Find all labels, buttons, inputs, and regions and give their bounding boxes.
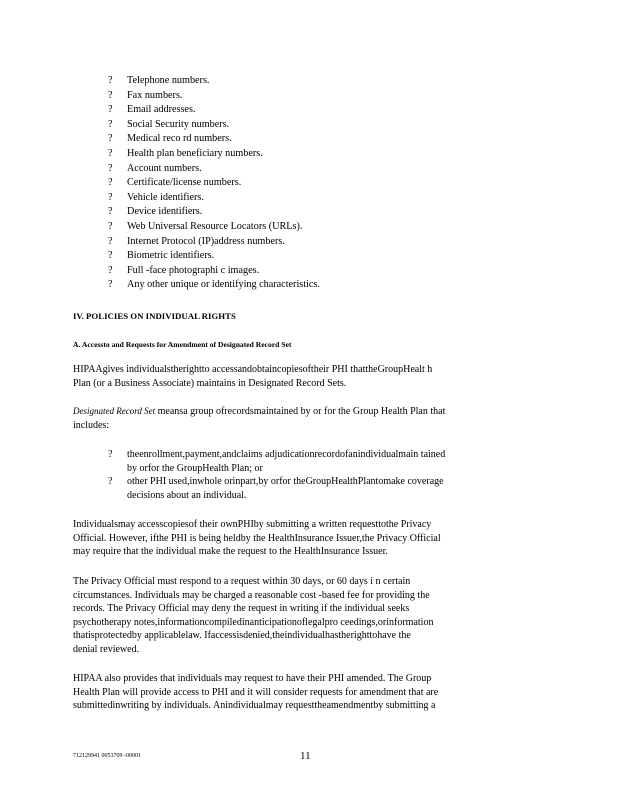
bullet-mark: ? bbox=[108, 206, 113, 218]
paragraph-amendment: HIPAA also provides that individuals may request to have their PHI amended. The Group Health Plan will provide access to PHI and it will consider requests for amendment that are submittedinwriting by individuals. Anindividualmay requesttheamendmentby submitting a bbox=[73, 673, 439, 712]
list-item-text: Biometric identifiers. bbox=[127, 250, 215, 262]
para1-line: Plan (or a Business Associate) maintains in Designated Record Sets. bbox=[73, 377, 347, 389]
defined-term: Designated Record Set bbox=[73, 406, 156, 416]
bullet-mark: ? bbox=[108, 147, 113, 159]
para1-line: HIPAAgives individualstherightto accessandobtaincopiesoftheir PHI thattheGroupHealt h bbox=[73, 364, 433, 375]
list-item bbox=[108, 278, 548, 293]
list-item-text: Telephone numbers. bbox=[127, 75, 210, 86]
list-item bbox=[108, 147, 548, 162]
list-item bbox=[108, 205, 548, 220]
section-heading: IV. POLICIES ON INDIVIDUAL RIGHTS bbox=[73, 311, 236, 321]
identifier-list bbox=[108, 74, 548, 293]
bullet-mark: ? bbox=[108, 89, 113, 101]
document-id: 712129941 0053709 -00001 bbox=[73, 753, 141, 759]
list-item-text: Medical reco rd numbers. bbox=[127, 133, 232, 145]
bullet-mark: ? bbox=[108, 191, 113, 203]
list-item-text: Full -face photographi c images. bbox=[127, 264, 260, 276]
list-item: ? other PHI used,inwhole orinpart,by orfor theGroupHealthPlantomake coverage decisions about an individual. bbox=[108, 476, 444, 501]
record-set-list bbox=[108, 448, 538, 502]
list-item bbox=[108, 249, 548, 264]
list-item bbox=[108, 191, 548, 206]
list-item bbox=[108, 264, 548, 279]
list-item-text: Email addresses. bbox=[127, 104, 196, 116]
bullet-mark: ? bbox=[108, 133, 113, 145]
bullet-mark: ? bbox=[108, 75, 113, 86]
sub-heading: A. Accessto and Requests for Amendment of Designated Record Set bbox=[73, 340, 292, 349]
list-item-text: Health plan beneficiary numbers. bbox=[127, 147, 263, 159]
list-item bbox=[108, 132, 548, 147]
list-item-text: Account numbers. bbox=[127, 162, 202, 174]
para2-line: includes: bbox=[73, 419, 110, 431]
list-item-text: Internet Protocol (IP)address numbers. bbox=[127, 235, 285, 247]
list-item bbox=[108, 235, 548, 250]
bullet-mark: ? bbox=[108, 449, 113, 460]
list-item-text: Device identifiers. bbox=[127, 206, 203, 218]
paragraph-designated-record-set bbox=[73, 405, 544, 432]
para2-line: Designated Record Set meansa group ofrecordsmaintained by or for the Group Health Plan that bbox=[73, 406, 446, 417]
bullet-mark: ? bbox=[108, 220, 113, 232]
bullet-mark: ? bbox=[108, 104, 113, 116]
list-item-text: Social Security numbers. bbox=[127, 118, 230, 130]
bullet-mark: ? bbox=[108, 476, 113, 488]
list-item: ? theenrollment,payment,andclaims adjudicationrecordofanindividualmain tained by orfor the GroupHealth Plan; or bbox=[108, 449, 446, 474]
list-item-text: Certificate/license numbers. bbox=[127, 177, 242, 189]
bullet-mark: ? bbox=[108, 250, 113, 262]
list-item bbox=[108, 220, 548, 235]
list-item-text: Vehicle identifiers. bbox=[127, 191, 204, 203]
list-item bbox=[108, 74, 548, 89]
paragraph-hipaa-access bbox=[73, 363, 544, 390]
list-item bbox=[108, 176, 548, 191]
paragraph-privacy-official-response: The Privacy Official must respond to a request within 30 days, or 60 days i n certain circumstances. Individuals may be charged a reasonable cost -based fee for providing the records. The Privacy Official may deny the request in writing if the individual seeks psychotherapy notes,informationcompiledinanticipationoflegalpro ceedings,orinformation thatisprotectedby applicablelaw. Ifaccessisdenied,theindividualhastherighttohave the denial reviewed. bbox=[73, 576, 434, 655]
list-item-text: Web Universal Resource Locators (URLs). bbox=[127, 220, 303, 232]
list-item bbox=[108, 89, 548, 104]
bullet-mark: ? bbox=[108, 264, 113, 276]
list-item bbox=[108, 162, 548, 177]
list-item bbox=[108, 103, 548, 118]
bullet-mark: ? bbox=[108, 177, 113, 189]
list-item-text: Any other unique or identifying characteristics. bbox=[127, 279, 320, 291]
paragraph-individual-access: Individualsmay accesscopiesof their ownPHIby submitting a written requesttothe Privacy Official. However, ifthe PHI is being heldby the HealthInsurance Issuer,the Privacy Official may require that the individual make the request to the HealthInsurance Issuer. bbox=[73, 519, 441, 558]
list-item-text: Fax numbers. bbox=[127, 89, 183, 101]
bullet-mark: ? bbox=[108, 162, 113, 174]
bullet-mark: ? bbox=[108, 235, 113, 247]
bullet-mark: ? bbox=[108, 279, 113, 291]
bullet-mark: ? bbox=[108, 118, 113, 130]
page-number: 11 bbox=[300, 750, 311, 762]
list-item bbox=[108, 118, 548, 133]
